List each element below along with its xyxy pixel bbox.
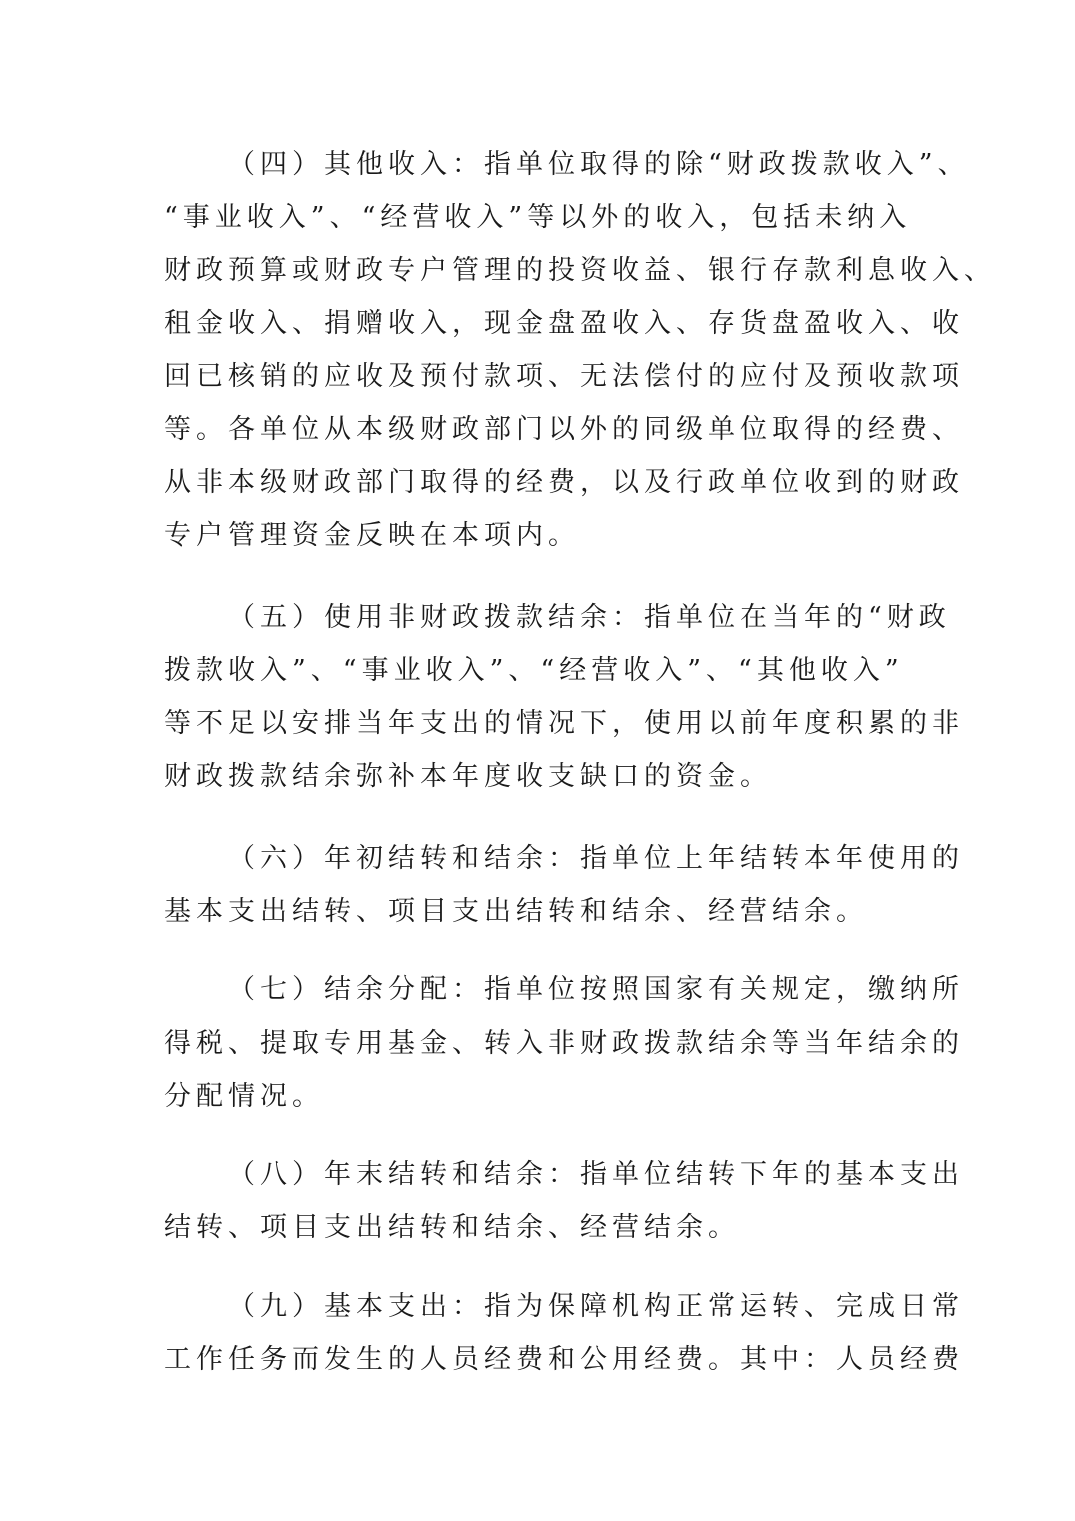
paragraph-line: “事业收入”、“经营收入”等以外的收入，包括未纳入 xyxy=(164,202,912,233)
paragraph-line: 等不足以安排当年支出的情况下，使用以前年度积累的非 xyxy=(164,708,964,739)
paragraph-line: 工作任务而发生的人员经费和公用经费。其中：人员经费 xyxy=(164,1344,964,1375)
paragraph-line: 专户管理资金反映在本项内。 xyxy=(164,520,580,551)
paragraph-line: 财政预算或财政专户管理的投资收益、银行存款利息收入、 xyxy=(164,255,996,286)
paragraph-line: 等。各单位从本级财政部门以外的同级单位取得的经费、 xyxy=(164,414,964,445)
paragraph-line: （九）基本支出：指为保障机构正常运转、完成日常 xyxy=(228,1291,964,1322)
paragraph-line: 从非本级财政部门取得的经费，以及行政单位收到的财政 xyxy=(164,467,964,498)
paragraph-line: 基本支出结转、项目支出结转和结余、经营结余。 xyxy=(164,896,868,927)
paragraph-line: 拨款收入”、“事业收入”、“经营收入”、“其他收入” xyxy=(164,655,904,686)
paragraph-line: （四）其他收入：指单位取得的除“财政拨款收入”、 xyxy=(228,149,970,180)
paragraph-line: 结转、项目支出结转和结余、经营结余。 xyxy=(164,1212,740,1243)
paragraph-line: 分配情况。 xyxy=(164,1081,324,1112)
paragraph-line: 回已核销的应收及预付款项、无法偿付的应付及预收款项 xyxy=(164,361,964,392)
paragraph-line: 财政拨款结余弥补本年度收支缺口的资金。 xyxy=(164,761,772,792)
paragraph-line: （七）结余分配：指单位按照国家有关规定，缴纳所 xyxy=(228,974,964,1005)
paragraph-line: （六）年初结转和结余：指单位上年结转本年使用的 xyxy=(228,843,964,874)
paragraph-line: （五）使用非财政拨款结余：指单位在当年的“财政 xyxy=(228,602,951,633)
paragraph-line: 得税、提取专用基金、转入非财政拨款结余等当年结余的 xyxy=(164,1028,964,1059)
paragraph-line: （八）年末结转和结余：指单位结转下年的基本支出 xyxy=(228,1159,964,1190)
paragraph-line: 租金收入、捐赠收入，现金盘盈收入、存货盘盈收入、收 xyxy=(164,308,964,339)
